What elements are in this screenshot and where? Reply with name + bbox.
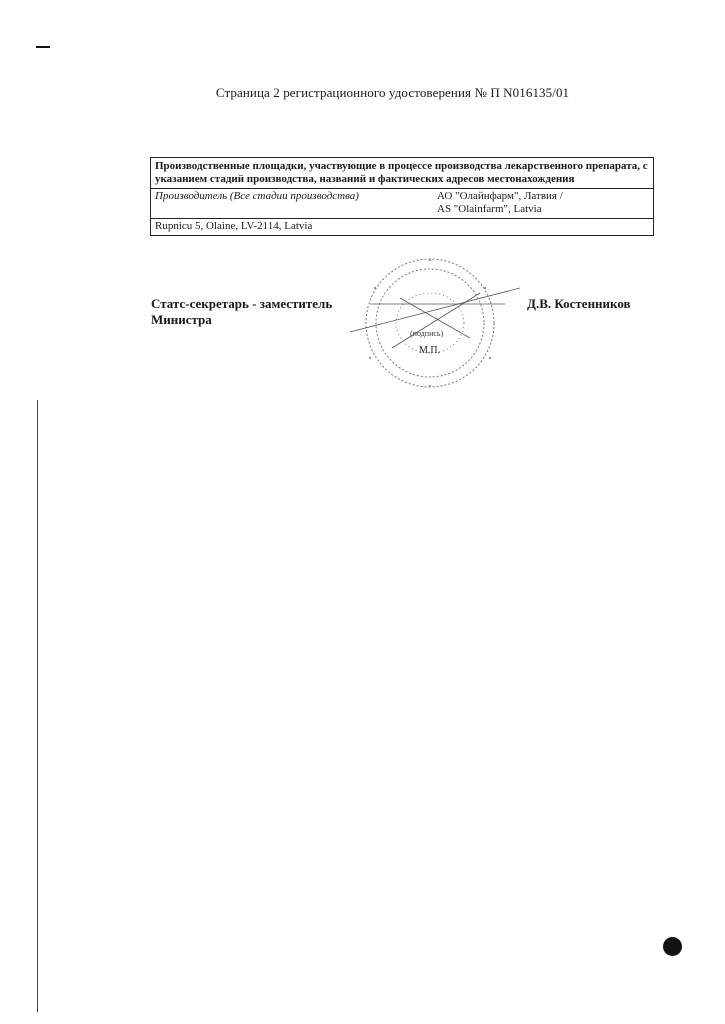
table-heading-row xyxy=(151,158,653,189)
signature-label: (подпись) xyxy=(410,329,444,338)
corner-dot-mark xyxy=(663,937,682,956)
official-seal xyxy=(330,248,520,398)
page-corner-dash xyxy=(36,46,50,48)
table-manufacturer-row xyxy=(151,189,653,219)
signatory-position-line2: Министра xyxy=(151,312,212,327)
manufacturer-role: Производитель (Все стадии производства) xyxy=(155,190,359,202)
left-margin-rule xyxy=(37,400,38,1012)
signatory-position xyxy=(151,296,332,328)
table-heading-text: Производственные площадки, участвующие в процессе производства лекарственного препарата, с указанием стадий производства, названий и фактических адресов местонахождения xyxy=(155,160,648,185)
manufacturer-name-en: AS "Olainfarm", Latvia xyxy=(437,203,542,215)
table-address-row xyxy=(151,219,653,235)
manufacturer-name-ru: АО "Олайнфарм", Латвия / xyxy=(437,190,563,202)
signatory-name: Д.В. Костенников xyxy=(527,296,631,311)
seal-place-label: М.П. xyxy=(419,345,441,356)
manufacturer-address: Rupnicu 5, Olaine, LV-2114, Latvia xyxy=(155,220,313,232)
manufacturer-name xyxy=(437,190,649,216)
signatory-position-line1: Статс-секретарь - заместитель xyxy=(151,296,333,311)
page-header-title: Страница 2 регистрационного удостоверения № П N016135/01 xyxy=(215,85,570,100)
production-sites-table xyxy=(150,157,654,236)
